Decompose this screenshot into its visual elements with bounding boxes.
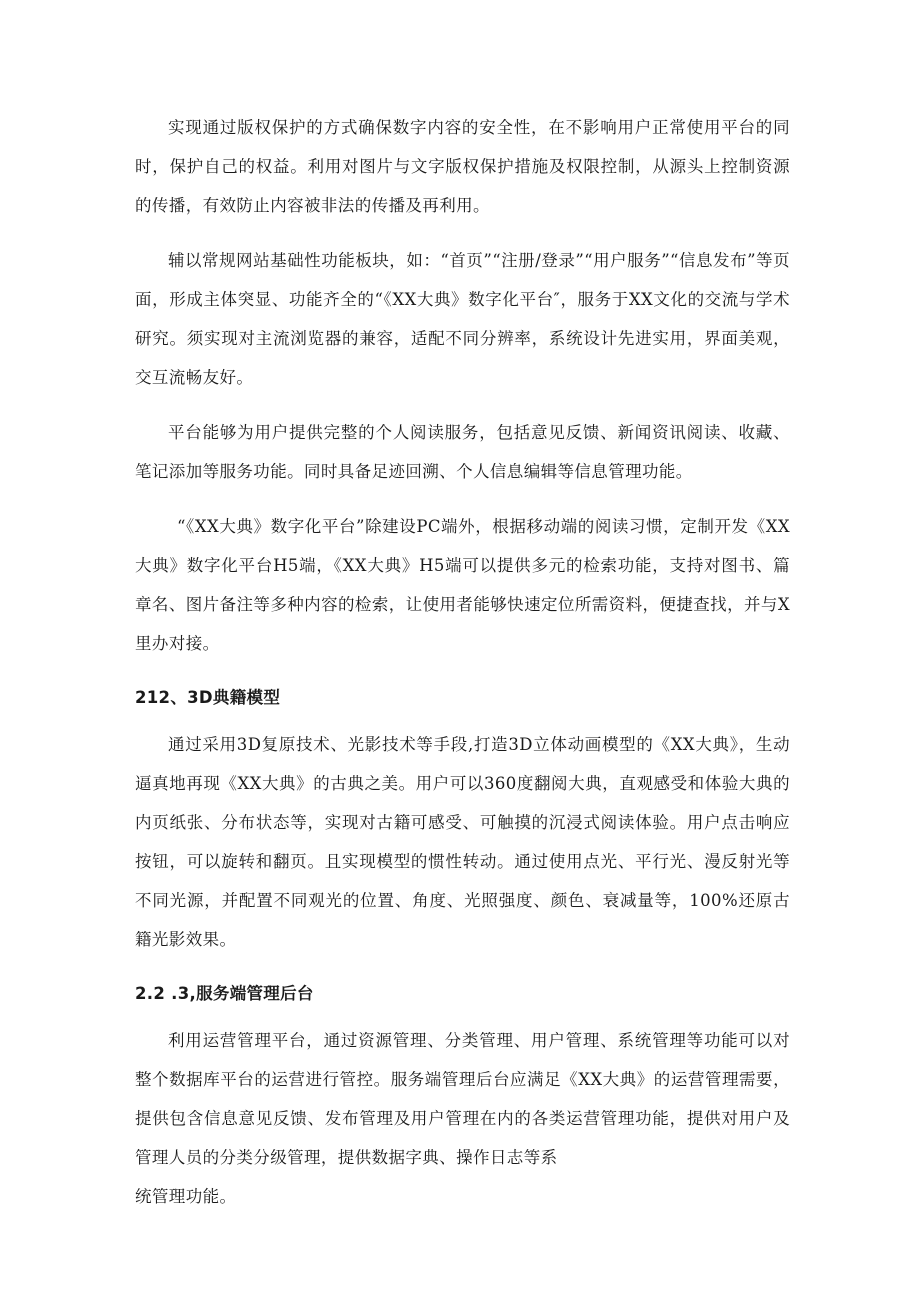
section-heading-3d-model: 212、3D典籍模型 [135,688,281,707]
paragraph-h5-platform: “《XX大典》数字化平台”除建设PC端外，根据移动端的阅读习惯，定制开发《XX大典》数字化平台H5端，《XX大典》H5端可以提供多元的检索功能，支持对图书、篇章名、图片备注等多种内容的检索，让使用者能够快速定位所需资料，便捷查找，并与X里办对接。 [135,517,790,653]
paragraph-basic-functions: 辅以常规网站基础性功能板块，如：“首页”“注册/登录”“用户服务”“信息发布”等页面，形成主体突显、功能齐全的“《XX大典》数字化平台″，服务于XX文化的交流与学术研究。须实现对主流浏览器的兼容，适配不同分辨率，系统设计先进实用，界面美观，交互流畅友好。 [135,251,790,387]
paragraph-admin-backend-tail: 统管理功能。 [135,1187,237,1206]
section-heading-admin-backend: 2.2 .3,服务端管理后台 [135,984,314,1003]
document-body [135,108,790,1216]
paragraph-admin-backend: 利用运营管理平台，通过资源管理、分类管理、用户管理、系统管理等功能可以对整个数据库平台的运营进行管控。服务端管理后台应满足《XX大典》的运营管理需要，提供包含信息意见反馈、发布管理及用户管理在内的各类运营管理功能，提供对用户及管理人员的分类分级管理，提供数据字典、操作日志等系 [135,1031,790,1167]
paragraph-3d-model: 通过采用3D复原技术、光影技术等手段,打造3D立体动画模型的《XX大典》，生动逼真地再现《XX大典》的古典之美。用户可以360度翻阅大典，直观感受和体验大典的内页纸张、分布状态等，实现对古籍可感受、可触摸的沉浸式阅读体验。用户点击响应按钮，可以旋转和翻页。且实现模型的惯性转动。通过使用点光、平行光、漫反射光等不同光源，并配置不同观光的位置、角度、光照强度、颜色、衰减量等，100%还原古籍光影效果。 [135,735,790,949]
paragraph-copyright-protection: 实现通过版权保护的方式确保数字内容的安全性，在不影响用户正常使用平台的同时，保护自己的权益。利用对图片与文字版权保护措施及权限控制，从源头上控制资源的传播，有效防止内容被非法的传播及再利用。 [135,118,790,215]
paragraph-reading-service: 平台能够为用户提供完整的个人阅读服务，包括意见反馈、新闻资讯阅读、收藏、笔记添加等服务功能。同时具备足迹回溯、个人信息编辑等信息管理功能。 [135,423,790,481]
